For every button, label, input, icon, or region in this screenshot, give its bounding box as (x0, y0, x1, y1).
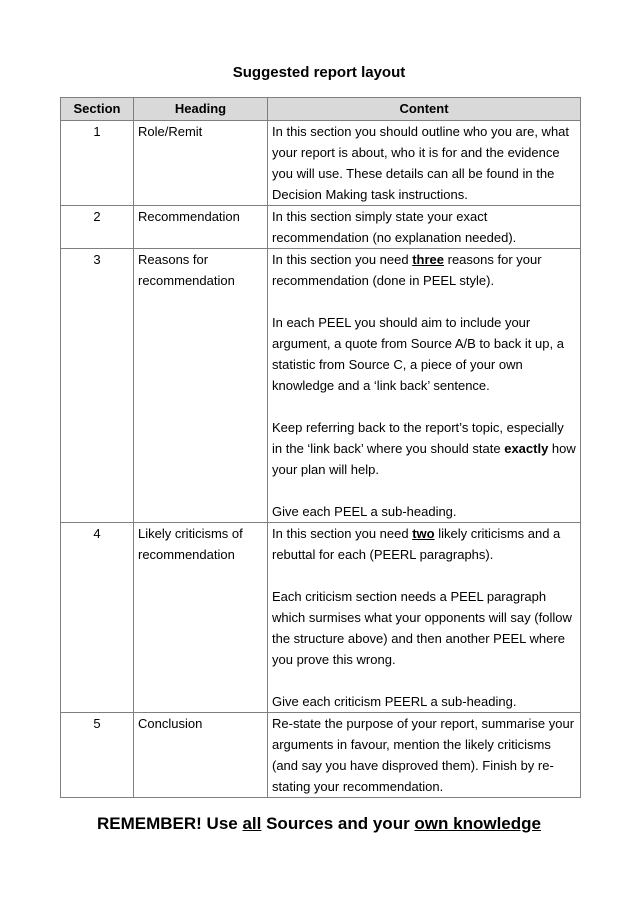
content-paragraph: In this section you should outline who you are, what your report is about, who it is for and the evidence you will use. These details can all be found in the Decision Making task instructions. (272, 124, 570, 202)
table-row (61, 121, 581, 206)
page-title: Suggested report layout (232, 64, 406, 81)
section-heading: Conclusion (134, 713, 268, 798)
content-paragraph: In each PEEL you should aim to include your argument, a quote from Source A/B to back it up, a statistic from Source C, a piece of your own knowledge and a ‘link back’ sentence. (272, 315, 564, 393)
section-heading: Reasons for recommendation (134, 249, 268, 523)
column-header-content: Content (268, 98, 581, 121)
column-header-heading: Heading (134, 98, 268, 121)
section-content (268, 206, 581, 249)
content-paragraph: Each criticism section needs a PEEL paragraph which surmises what your opponents will say (follow the structure above) and then another PEEL where you prove this wrong. (272, 589, 572, 667)
emphasis-three: three (412, 252, 444, 267)
reminder-footer (0, 814, 638, 834)
table-row (61, 206, 581, 249)
content-paragraph (272, 523, 576, 565)
content-paragraph: Re-state the purpose of your report, summarise your arguments in favour, mention the likely criticisms (and say you have disproved them). Finish by re-stating your recommendation. (272, 716, 575, 794)
text-run: how your plan will help. (272, 441, 576, 477)
emphasis-two: two (412, 526, 435, 541)
content-paragraph: In this section simply state your exact recommendation (no explanation needed). (272, 209, 517, 245)
text-run: Keep referring back to the report’s topic, especially in the ‘link back’ where you should state (272, 420, 564, 456)
content-paragraph (272, 417, 576, 480)
section-heading: Recommendation (134, 206, 268, 249)
text-run: reasons for your recommendation (done in PEEL style). (272, 252, 542, 288)
table-row (61, 249, 581, 523)
section-content (268, 249, 581, 523)
section-number: 5 (61, 713, 134, 798)
section-content (268, 523, 581, 713)
emphasis-exactly: exactly (504, 441, 549, 456)
section-heading: Role/Remit (134, 121, 268, 206)
emphasis-own-knowledge: own knowledge (414, 814, 541, 833)
text-run: Sources and your (261, 814, 415, 833)
column-header-section: Section (61, 98, 134, 121)
emphasis-all: all (242, 814, 262, 833)
content-paragraph: Give each PEEL a sub-heading. (272, 504, 457, 519)
text-run: In this section you need (272, 526, 413, 541)
report-layout-table (60, 97, 581, 798)
section-content (268, 121, 581, 206)
section-heading: Likely criticisms of recommendation (134, 523, 268, 713)
content-paragraph: Give each criticism PEERL a sub-heading. (272, 694, 517, 709)
section-number: 1 (61, 121, 134, 206)
section-number: 3 (61, 249, 134, 523)
table-row (61, 523, 581, 713)
text-run: REMEMBER! Use (97, 814, 243, 833)
text-run: In this section you need (272, 252, 413, 267)
table-row (61, 713, 581, 798)
text-run: likely criticisms and a rebuttal for each (PEERL paragraphs). (272, 526, 561, 562)
section-number: 2 (61, 206, 134, 249)
table-header-row (61, 98, 581, 121)
content-paragraph (272, 249, 576, 291)
section-number: 4 (61, 523, 134, 713)
section-content (268, 713, 581, 798)
